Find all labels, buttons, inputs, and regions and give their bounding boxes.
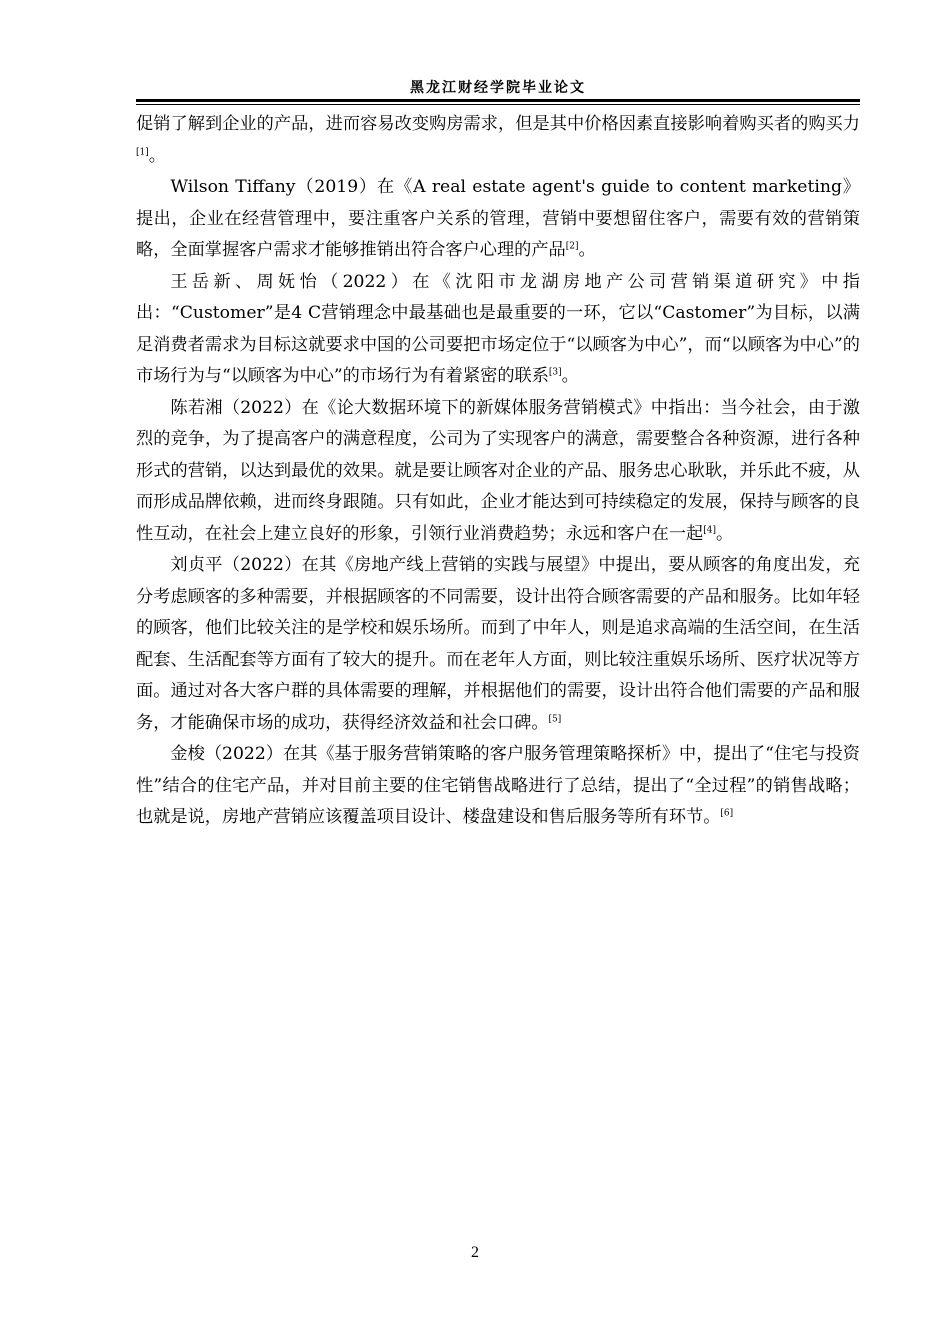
citation-marker: [5]	[548, 713, 562, 724]
citation-marker: [6]	[720, 808, 734, 819]
paragraph-text: 刘贞平（2022）在其《房地产线上营销的实践与展望》中提出，要从顾客的角度出发，充分考虑顾客的多种需要，并根据顾客的不同需要，设计出符合顾客需要的产品和服务。比如年轻的顾客，他们比较关注的是学校和娱乐场所。而到了中年人，则是追求高端的生活空间，在生活配套、生活配套等方面有了较大的提升。而在老年人方面，则比较注重娱乐场所、医疗状况等方面。通过对各大客户群的具体需要的理解，并根据他们的需要，设计出符合他们需要的产品和服务，才能确保市场的成功，获得经济效益和社会口碑。	[136, 555, 860, 733]
paragraph	[136, 739, 860, 834]
paragraph	[136, 172, 860, 267]
page-header-title: 黑龙江财经学院毕业论文	[410, 80, 586, 96]
citation-marker: [1]	[136, 146, 149, 157]
paragraph-text: 王岳新、周妩怡（2022）在《沈阳市龙湖房地产公司营销渠道研究》中指出：“Customer”是4 C营销理念中最基础也是最重要的一环，它以“Castomer”为目标，以满足消费者需求为目标这就要求中国的公司要把市场定位于“以顾客为中心”，而“以顾客为中心”的市场行为与“以顾客为中心”的市场行为有着紧密的联系	[136, 271, 860, 386]
paragraph	[136, 393, 860, 551]
page-number: 2	[471, 1244, 479, 1261]
paragraph-tail: 。	[561, 366, 579, 386]
paragraph	[136, 550, 860, 739]
header-rule-thin	[136, 104, 860, 105]
paragraph-text: 金梭（2022）在其《基于服务营销策略的客户服务管理策略探析》中，提出了“住宅与投资性”结合的住宅产品，并对目前主要的住宅销售战略进行了总结，提出了“全过程”的销售战略；也就是说，房地产营销应该覆盖项目设计、楼盘建设和售后服务等所有环节。	[136, 744, 860, 827]
citation-marker: [4]	[703, 524, 716, 535]
paragraph-tail: 。	[148, 145, 166, 166]
paragraph-text: 促销了解到企业的产品，进而容易改变购房需求，但是其中价格因素直接影响着购买者的购买力	[136, 114, 860, 134]
citation-marker: [2]	[565, 241, 579, 252]
paragraph-text: 陈若湘（2022）在《论大数据环境下的新媒体服务营销模式》中指出：当今社会，由于激烈的竞争，为了提高客户的满意程度，公司为了实现客户的满意，需要整合各种资源，进行各种形式的营销，以达到最优的效果。就是要让顾客对企业的产品、服务忠心耿耿，并乐此不疲，从而形成品牌依赖，进而终身跟随。只有如此，企业才能达到可持续稳定的发展，保持与顾客的良性互动，在社会上建立良好的形象，引领行业消费趋势；永远和客户在一起	[136, 397, 860, 544]
paragraph-text: Wilson Tiffany（2019）在《A real estate agent's guide to content marketing》提出，企业在经营管理中，要注重客户关系的管理，营销中要想留住客户，需要有效的营销策略，全面掌握客户需求才能够推销出符合客户心理的产品	[136, 177, 860, 260]
paragraph-tail: 。	[715, 523, 734, 544]
paragraph-tail: 。	[578, 240, 596, 260]
paragraph-continuation	[136, 109, 860, 172]
citation-marker: [3]	[548, 367, 562, 378]
header-rule-thick	[136, 99, 860, 102]
paragraph	[136, 267, 860, 393]
body-text	[136, 109, 860, 834]
